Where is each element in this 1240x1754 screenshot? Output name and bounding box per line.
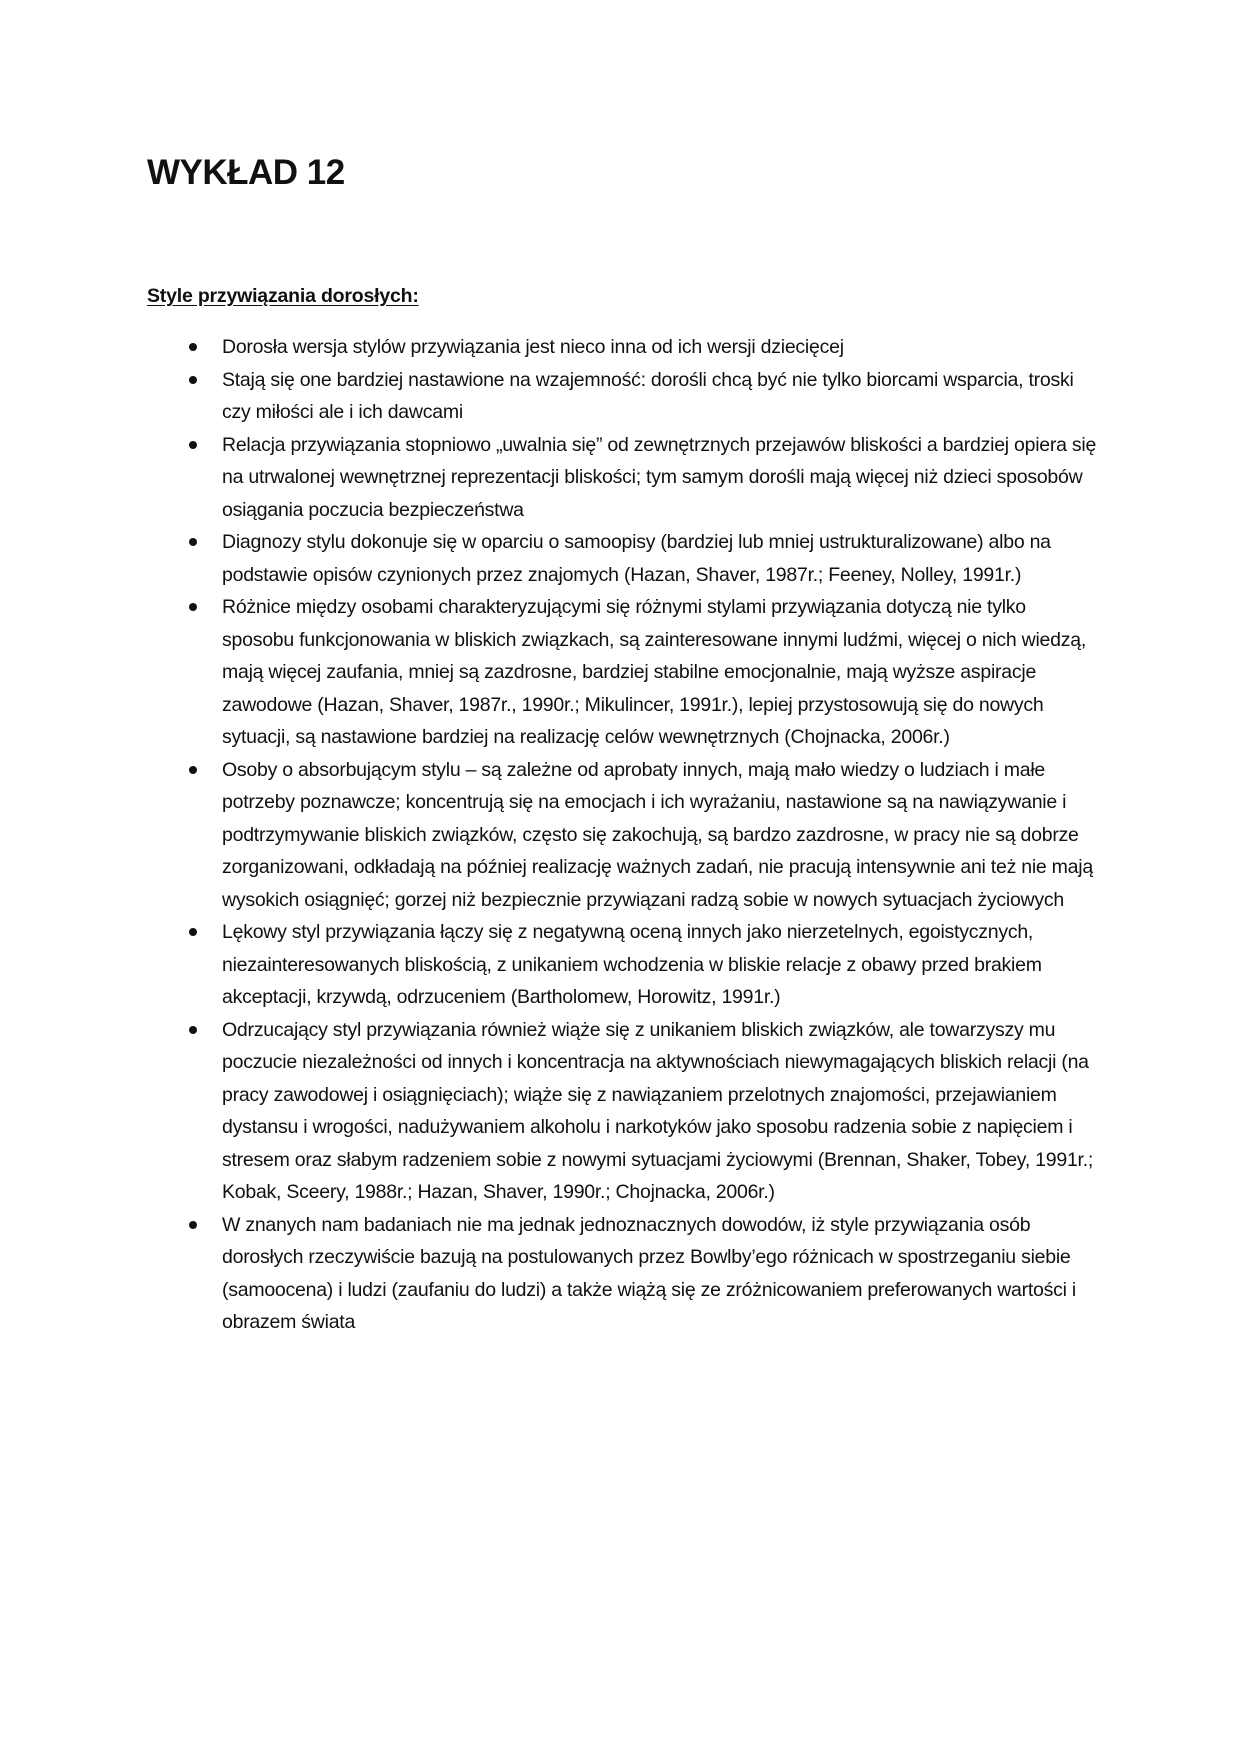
bullet-icon: [189, 441, 197, 449]
list-item: [147, 916, 1097, 1014]
list-item-text: Dorosła wersja stylów przywiązania jest nieco inna od ich wersji dziecięcej: [222, 336, 844, 358]
list-item-text: W znanych nam badaniach nie ma jednak jednoznacznych dowodów, iż style przywiązania osób dorosłych rzeczywiście bazują na postulowanych przez Bowlby’ego różnicach w spostrzeganiu siebie (samoocena) i ludzi (zaufaniu do ludzi) a także wiążą się ze zróżnicowaniem preferowanych wartości i obrazem świata: [222, 1213, 1076, 1333]
list-item-text: Diagnozy stylu dokonuje się w oparciu o samoopisy (bardziej lub mniej ustrukturalizowane) albo na podstawie opisów czynionych przez znajomych (Hazan, Shaver, 1987r.; Feeney, Nolley, 1991r.): [222, 531, 1051, 586]
list-item: [147, 331, 1097, 364]
list-item-text: Relacja przywiązania stopniowo „uwalnia się” od zewnętrznych przejawów bliskości a bardziej opiera się na utrwalonej wewnętrznej reprezentacji bliskości; tym samym dorośli mają więcej niż dzieci sposobów osiągania poczucia bezpieczeństwa: [222, 433, 1097, 521]
bullet-icon: [189, 766, 197, 774]
section-heading: Style przywiązania dorosłych:: [147, 285, 419, 307]
bullet-icon: [189, 1221, 197, 1229]
bullet-icon: [189, 343, 197, 351]
bullet-icon: [189, 1026, 197, 1034]
list-item: [147, 1014, 1097, 1209]
list-item-text: Osoby o absorbującym stylu – są zależne od aprobaty innych, mają mało wiedzy o ludziach i małe potrzeby poznawcze; koncentrują się na emocjach i ich wyrażaniu, nastawione są na nawiązywanie i podtrzymywanie bliskich związków, często się zakochują, są bardzo zazdrosne, w pracy nie są dobrze zorganizowani, odkładają na później realizację ważnych zadań, nie pracują intensywnie ani też nie mają wysokich osiągnięć; gorzej niż bezpiecznie przywiązani radzą sobie w nowych sytuacjach życiowych: [222, 758, 1093, 911]
list-item: [147, 1209, 1097, 1339]
list-item: [147, 754, 1097, 917]
list-item: [147, 429, 1097, 527]
bullet-icon: [189, 538, 197, 546]
list-item: [147, 591, 1097, 754]
bullet-icon: [189, 603, 197, 611]
list-item-text: Różnice między osobami charakteryzującymi się różnymi stylami przywiązania dotyczą nie tylko sposobu funkcjonowania w bliskich związkach, są zainteresowane innymi ludźmi, więcej o nich wiedzą, mają więcej zaufania, mniej są zazdrosne, bardziej stabilne emocjonalnie, mają wyższe aspiracje zawodowe (Hazan, Shaver, 1987r., 1990r.; Mikulincer, 1991r.), lepiej przystosowują się do nowych sytuacji, są nastawione bardziej na realizację celów wewnętrznych (Chojnacka, 2006r.): [222, 596, 1087, 748]
list-item: [147, 526, 1097, 591]
list-item-text: Lękowy styl przywiązania łączy się z negatywną oceną innych jako nierzetelnych, egoistycznych, niezainteresowanych bliskością, z unikaniem wchodzenia w bliskie relacje z obawy przed brakiem akceptacji, krzywdą, odrzuceniem (Bartholomew, Horowitz, 1991r.): [222, 921, 1042, 1008]
list-item-text: Stają się one bardziej nastawione na wzajemność: dorośli chcą być nie tylko biorcami wsparcia, troski czy miłości ale i ich dawcami: [222, 368, 1074, 423]
bullet-icon: [189, 928, 197, 936]
bullet-icon: [189, 376, 197, 384]
page-title: WYKŁAD 12: [147, 153, 345, 192]
list-item-text: Odrzucający styl przywiązania również wiąże się z unikaniem bliskich związków, ale towarzyszy mu poczucie niezależności od innych i koncentracja na aktywnościach niewymagających bliskich relacji (na pracy zawodowej i osiągnięciach); wiąże się z nawiązaniem przelotnych znajomości, przejawianiem dystansu i wrogości, nadużywaniem alkoholu i narkotyków jako sposobu radzenia sobie z napięciem i stresem oraz słabym radzeniem sobie z nowymi sytuacjami życiowymi (Brennan, Shaker, Tobey, 1991r.; Kobak, Sceery, 1988r.; Hazan, Shaver, 1990r.; Chojnacka, 2006r.): [222, 1018, 1094, 1203]
bullet-list: [147, 331, 1097, 1339]
list-item: [147, 364, 1097, 429]
